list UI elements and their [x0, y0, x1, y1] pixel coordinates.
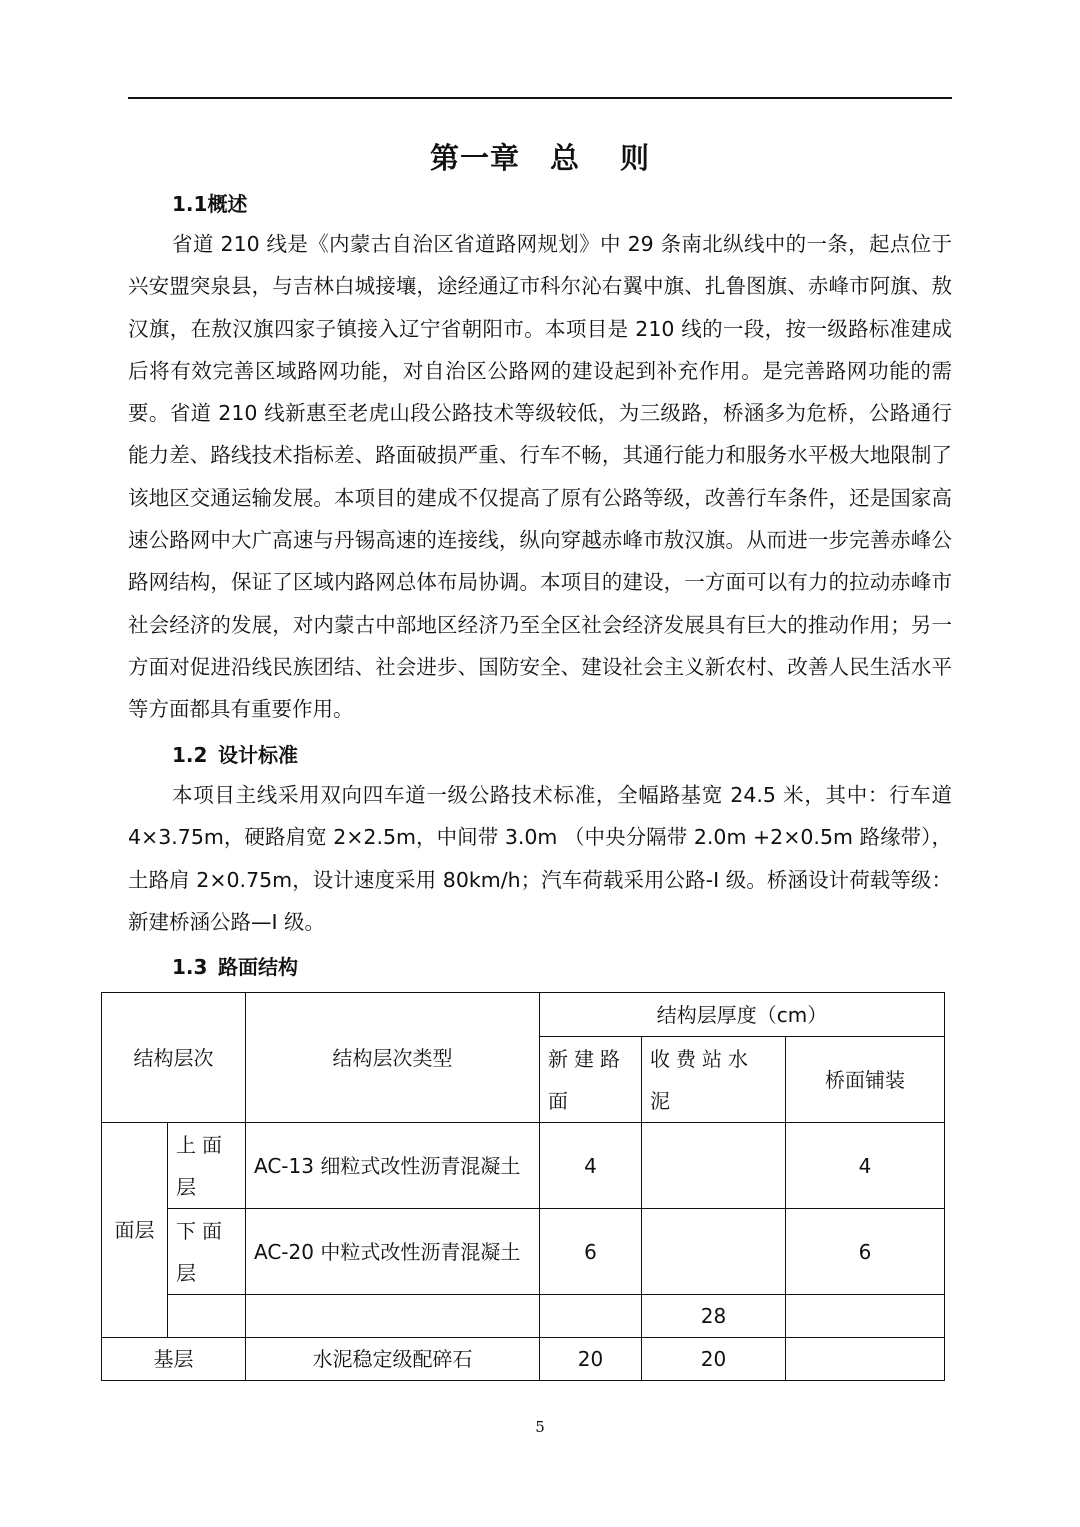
pavement-structure-table	[101, 992, 945, 1381]
new-road-cell	[540, 1295, 642, 1338]
table-row	[102, 1295, 945, 1338]
type-cell: AC-20 中粒式改性沥青混凝土	[246, 1209, 540, 1295]
header-thickness: 结构层厚度（cm）	[540, 993, 945, 1037]
header-rule	[128, 97, 952, 99]
section-number: 1.3	[172, 955, 208, 979]
header-bridge-deck: 桥面铺装	[786, 1037, 945, 1123]
section-heading-1-2	[172, 739, 298, 768]
toll-cement-cell: 20	[642, 1338, 786, 1381]
header-new-road: 新建路面	[540, 1037, 642, 1123]
bridge-deck-cell	[786, 1338, 945, 1381]
chapter-title	[0, 136, 1080, 177]
header-layer-type: 结构层次类型	[246, 993, 540, 1123]
type-cell: 水泥稳定级配碎石	[246, 1338, 540, 1381]
sublayer-cell: 下面层	[168, 1209, 246, 1295]
toll-cement-cell	[642, 1209, 786, 1295]
section-title: 设计标准	[218, 743, 298, 767]
section-title: 概述	[207, 192, 248, 216]
new-road-cell: 20	[540, 1338, 642, 1381]
table-header-row	[102, 993, 945, 1037]
new-road-cell: 4	[540, 1123, 642, 1209]
chapter-title-part2: 总	[549, 141, 580, 175]
overview-paragraph: 省道 210 线是《内蒙古自治区省道路网规划》中 29 条南北纵线中的一条，起点位于兴安盟突泉县，与吉林白城接壤，途经通辽市科尔沁右翼中旗、扎鲁图旗、赤峰市阿旗、敖汉旗，在敖汉旗四家子镇接入辽宁省朝阳市。本项目是 210 线的一段，按一级路标准建成后将有效完善区域路网功能，对自治区公路网的建设起到补充作用。是完善路网功能的需要。省道 210 线新惠至老虎山段公路技术等级较低，为三级路，桥涵多为危桥，公路通行能力差、路线技术指标差、路面破损严重、行车不畅，其通行能力和服务水平极大地限制了该地区交通运输发展。本项目的建成不仅提高了原有公路等级，改善行车条件，还是国家高速公路网中大广高速与丹锡高速的连接线，纵向穿越赤峰市敖汉旗。从而进一步完善赤峰公路网结构，保证了区域内路网总体布局协调。本项目的建设，一方面可以有力的拉动赤峰市社会经济的发展，对内蒙古中部地区经济乃至全区社会经济发展具有巨大的推动作用；另一方面对促进沿线民族团结、社会进步、国防安全、建设社会主义新农村、改善人民生活水平等方面都具有重要作用。	[128, 232, 952, 722]
new-road-cell: 6	[540, 1209, 642, 1295]
surface-group-cell: 面层	[102, 1123, 168, 1338]
table-row	[102, 1209, 945, 1295]
sublayer-cell: 上面层	[168, 1123, 246, 1209]
section-number: 1.1	[172, 192, 208, 216]
type-cell	[246, 1295, 540, 1338]
table-row	[102, 1338, 945, 1381]
section-title: 路面结构	[218, 955, 298, 979]
page-number: 5	[535, 1418, 545, 1436]
bridge-deck-cell	[786, 1295, 945, 1338]
chapter-title-part3: 则	[620, 141, 651, 175]
section-number: 1.2	[172, 743, 208, 767]
header-toll-cement: 收费站水泥	[642, 1037, 786, 1123]
toll-cement-cell	[642, 1123, 786, 1209]
type-cell: AC-13 细粒式改性沥青混凝土	[246, 1123, 540, 1209]
chapter-title-part1: 第一章	[429, 141, 520, 175]
base-layer-cell: 基层	[102, 1338, 246, 1381]
header-layer: 结构层次	[102, 993, 246, 1123]
toll-cement-cell: 28	[642, 1295, 786, 1338]
section-heading-1-3	[172, 951, 298, 980]
design-standard-paragraph: 本项目主线采用双向四车道一级公路技术标准，全幅路基宽 24.5 米，其中：行车道 4×3.75m，硬路肩宽 2×2.5m，中间带 3.0m （中央分隔带 2.0m +2×0.5m 路缘带），土路肩 2×0.75m，设计速度采用 80km/h；汽车荷载采用公路-I 级。桥涵设计荷载等级：新建桥涵公路—I 级。	[128, 783, 952, 934]
bridge-deck-cell: 6	[786, 1209, 945, 1295]
bridge-deck-cell: 4	[786, 1123, 945, 1209]
table-row	[102, 1123, 945, 1209]
section-heading-1-1	[172, 188, 247, 217]
sublayer-cell	[168, 1295, 246, 1338]
